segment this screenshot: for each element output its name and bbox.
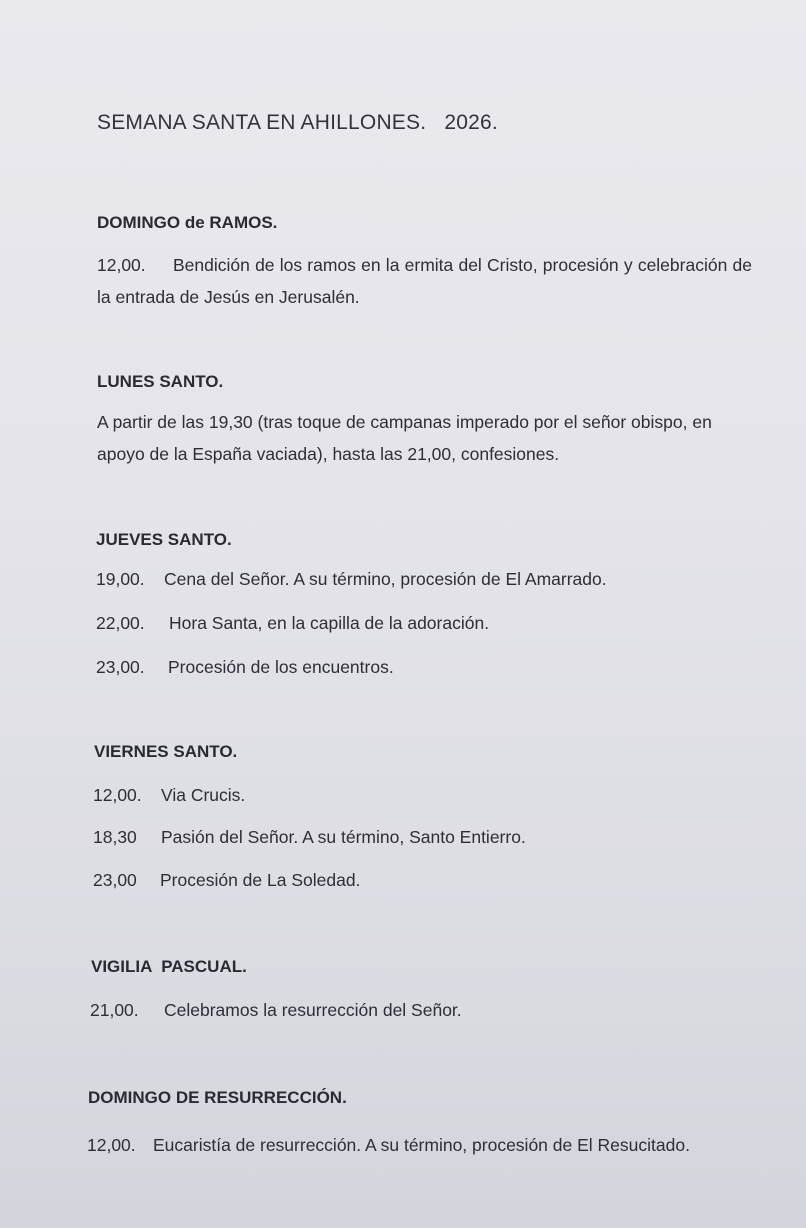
entry-text: Bendición de los ramos en la ermita del Cristo, procesión y celebración de la entrada de Jesús en Jerusalén. [97, 255, 752, 307]
entry-text: Hora Santa, en la capilla de la adoración. [169, 613, 490, 633]
document-title: SEMANA SANTA EN AHILLONES. 2026. [97, 111, 498, 134]
schedule-entry [93, 785, 245, 806]
entry-time: 22,00. [96, 613, 145, 633]
entry-time: 23,00. [96, 657, 145, 677]
entry-text: Pasión del Señor. A su término, Santo Entierro. [161, 827, 526, 847]
entry-text: Eucaristía de resurrección. A su término, procesión de El Resucitado. [153, 1135, 690, 1155]
schedule-entry [96, 613, 489, 634]
entry-text: Cena del Señor. A su término, procesión de El Amarrado. [164, 569, 607, 589]
schedule-entry [87, 1135, 690, 1156]
section-heading-domingo-ramos: DOMINGO de RAMOS. [97, 213, 278, 232]
section-heading-jueves-santo: JUEVES SANTO. [96, 530, 232, 549]
entry-text: Procesión de La Soledad. [160, 870, 361, 890]
entry-time: 12,00. [93, 785, 142, 805]
schedule-entry [93, 827, 526, 848]
section-heading-vigilia-pascual: VIGILIA PASCUAL. [91, 957, 247, 976]
schedule-entry [97, 406, 752, 470]
entry-text: Procesión de los encuentros. [168, 657, 394, 677]
entry-time: 18,30 [93, 827, 137, 847]
entry-text: Via Crucis. [161, 785, 246, 805]
entry-text: Celebramos la resurrección del Señor. [164, 1000, 462, 1020]
entry-time: 12,00. [87, 1135, 136, 1155]
schedule-entry [96, 569, 607, 590]
entry-time: 19,00. [96, 569, 145, 589]
entry-time: 21,00. [90, 1000, 139, 1020]
section-heading-domingo-resurreccion: DOMINGO DE RESURRECCIÓN. [88, 1088, 347, 1107]
schedule-entry [96, 657, 394, 678]
schedule-entry [97, 249, 752, 313]
entry-time: 23,00 [93, 870, 137, 890]
section-heading-viernes-santo: VIERNES SANTO. [94, 742, 238, 761]
schedule-entry [93, 870, 360, 891]
section-heading-lunes-santo: LUNES SANTO. [97, 372, 224, 391]
schedule-entry [90, 1000, 462, 1021]
entry-time: 12,00. [97, 255, 146, 275]
entry-text: A partir de las 19,30 (tras toque de campanas imperado por el señor obispo, en apoyo de la España vaciada), hasta las 21,00, confesiones. [97, 412, 712, 464]
